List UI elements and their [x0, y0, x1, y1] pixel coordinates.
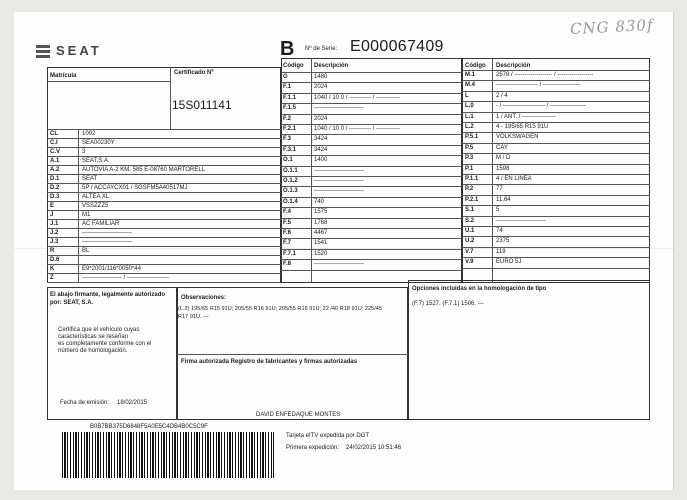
left-row-code: D.1: [50, 176, 60, 182]
right-row-value: - / --------------------- / ------------------: [496, 103, 586, 110]
opciones-label: Opciones incluidas en la homologación de tipo: [412, 286, 547, 292]
right-row-value: 77: [496, 186, 503, 193]
right-row-code: S.1: [465, 207, 475, 214]
certifica-line-3: es completamente conforme con el: [58, 341, 152, 347]
right-row-code: P.2: [465, 186, 474, 193]
handwritten-note: CNG 830f: [569, 15, 654, 39]
observaciones-line-2: R17 91U. ---: [178, 314, 209, 320]
left-row-code: A.2: [50, 167, 60, 173]
left-row-code: A.1: [50, 158, 60, 164]
left-row-code: J.3: [50, 239, 59, 245]
fecha-emision-value: 18/02/2015: [117, 400, 148, 406]
middle-row-code: O.1.3: [283, 188, 298, 195]
form-letter: B: [280, 38, 295, 60]
middle-row-value: 1040 / 10 0 / ----------- / ------------: [314, 126, 400, 132]
middle-row-value: 1480: [314, 74, 328, 80]
middle-row-value: 4467: [314, 230, 328, 236]
left-row-value: -------------------------: [82, 239, 132, 245]
middle-row-value: 3424: [314, 136, 328, 143]
right-row-code: L.1: [465, 113, 474, 120]
right-row-code: P.3: [465, 155, 474, 162]
right-row-value: --------------------- / -------------------: [496, 82, 581, 89]
primera-expedicion-value: 24/02/2015 10:51:46: [346, 445, 402, 451]
left-row-value: BL: [82, 248, 90, 254]
left-row-value: SEAT,S.A.: [82, 158, 110, 164]
middle-row-code: O.1.1: [283, 167, 298, 174]
right-codigo-header: Código: [465, 63, 486, 69]
right-row-code: L: [465, 92, 469, 99]
certifica-line-2: características se reseñan: [58, 334, 129, 340]
middle-row-value: 1520: [314, 250, 328, 257]
middle-row-value: 2024: [314, 84, 328, 91]
right-row-value: -------------------------: [496, 217, 546, 224]
right-row-code: P.1: [465, 165, 474, 172]
left-row-code: D.6: [50, 257, 60, 263]
right-row-code: U.1: [465, 228, 475, 234]
left-row-value: M1: [82, 212, 91, 218]
right-row-value: 1 / ANT. / -----------------: [496, 113, 556, 120]
right-row-value: EURO 5J: [496, 259, 522, 266]
middle-row-value: 1541: [314, 240, 328, 247]
right-row-code: P.5.1: [465, 134, 479, 141]
left-row-value: -------------------- / ---------------------: [82, 275, 169, 281]
middle-row-code: G: [283, 74, 288, 80]
left-row-code: C.V: [50, 149, 61, 155]
middle-codigo-header: Código: [283, 63, 304, 69]
left-row-code: CL: [50, 131, 58, 137]
middle-row-value: -------------------------: [314, 178, 364, 184]
seat-logo-icon: [36, 44, 50, 58]
right-row-code: U.2: [465, 238, 475, 245]
middle-row-value: 1040 / 10 0 / ----------- / ------------: [314, 94, 400, 101]
left-row-code: J: [50, 212, 54, 218]
left-row-code: Z: [50, 275, 54, 281]
left-row-code: D.2: [50, 185, 60, 191]
middle-row-code: F.8: [283, 261, 292, 268]
middle-row-code: F.1: [283, 84, 292, 91]
left-row-value: AC FAMILIAR: [82, 221, 120, 227]
middle-row-code: F.4: [283, 209, 292, 216]
right-row-value: CAY: [496, 144, 508, 151]
middle-row-value: -------------------------: [314, 105, 364, 112]
middle-row-value: -------------------------: [314, 261, 364, 268]
right-row-value: VOLKSWAGEN: [496, 134, 539, 141]
right-row-code: P.5: [465, 144, 474, 151]
left-row-code: J.2: [50, 230, 59, 236]
right-row-value: 5: [496, 207, 500, 214]
serie-number: E000067409: [350, 38, 444, 55]
right-row-value: 1598: [496, 165, 510, 172]
right-row-value: 119: [496, 248, 506, 255]
middle-row-value: 1400: [314, 157, 328, 164]
left-row-code: J.1: [50, 221, 59, 227]
firma-label: Firma autorizada Registro de fabricantes y firmas autorizadas: [181, 359, 358, 365]
right-row-value: 4 - 195/65 R15 91U: [496, 124, 549, 130]
left-row-value: ALTEA XL: [82, 194, 110, 200]
middle-row-code: F.7.1: [283, 250, 297, 257]
left-row-code: E: [50, 203, 55, 209]
right-row-code: M.1: [465, 72, 476, 78]
left-row-value: 5P / ACCAYCX01 / SGSFM5A40517MJ: [82, 185, 188, 191]
middle-row-value: 2024: [314, 115, 328, 122]
left-row-code: R: [50, 248, 55, 254]
right-row-value: 2375: [496, 238, 510, 245]
left-row-code: C.I: [50, 140, 58, 146]
observaciones-label: Observaciones:: [181, 295, 227, 301]
right-row-code: L.2: [465, 124, 474, 130]
right-row-code: M.4: [465, 82, 476, 89]
left-row-value: E9*2001/116*0050*44: [82, 266, 141, 272]
middle-row-code: F.5: [283, 219, 292, 226]
right-row-value: 11.64: [496, 196, 511, 203]
left-row-value: 3: [82, 149, 86, 155]
middle-row-code: O.1.2: [283, 178, 298, 184]
middle-row-code: F.1.5: [283, 105, 297, 112]
brand-name: SEAT: [56, 43, 102, 58]
middle-row-value: 3424: [314, 146, 328, 153]
middle-row-value: 1575: [314, 209, 328, 216]
middle-row-code: F.6: [283, 230, 292, 236]
middle-row-value: 740: [314, 198, 325, 205]
seat-logo: [36, 43, 102, 58]
tarjeta-line: Tarjeta eITV expedida por DGT: [286, 433, 370, 439]
left-row-value: 1002: [82, 131, 96, 137]
middle-row-value: -------------------------: [314, 188, 364, 195]
middle-row-code: F.2.1: [283, 126, 297, 132]
middle-row-code: O.1: [283, 157, 293, 164]
left-row-value: VSSZZZ5: [82, 203, 109, 209]
middle-row-code: F.2: [283, 115, 292, 122]
middle-row-code: F.7: [283, 240, 292, 247]
middle-row-value: -------------------------: [314, 167, 364, 174]
middle-row-code: F.3.1: [283, 146, 297, 153]
certificado-label: Certificado Nº: [174, 70, 214, 76]
opciones-value: (F.7) 1527. (F.7.1) 1506. ---: [412, 301, 484, 307]
middle-row-code: F.3: [283, 136, 292, 143]
serie-label: Nº de Serie:: [305, 46, 338, 52]
right-row-value: 2 / 4: [496, 92, 508, 99]
left-row-value: AUTOVIA A-2 KM. 585 E-08760 MARTORELL: [82, 167, 206, 173]
left-row-value: SEAT: [82, 176, 98, 182]
right-row-value: M / D: [496, 155, 511, 162]
matricula-label: Matrícula: [50, 73, 77, 79]
right-row-code: S.2: [465, 217, 475, 224]
right-row-code: V.7: [465, 248, 474, 255]
right-row-code: V.9: [465, 259, 474, 266]
firmante-por: por: SEAT, S.A.: [50, 300, 94, 306]
signatory-name: DAVID ENFEDAQUE MONTES: [256, 412, 341, 418]
barcode-text: B0B7BB375D6848F5A0E5C4DB4B0C5C9F: [90, 424, 208, 430]
certifica-line-1: Certifica que el vehículo cuyas: [58, 327, 140, 333]
right-row-value: 4 / EN LINEA: [496, 176, 532, 182]
right-row-value: 2578 / ------------------- / ------------------: [496, 72, 594, 78]
primera-expedicion-label: Primera expedición:: [286, 445, 340, 451]
right-row-code: L.0: [465, 103, 474, 110]
right-row-code: P.2.1: [465, 196, 479, 203]
left-row-code: D.3: [50, 194, 60, 200]
left-row-value: -------------------------: [82, 230, 132, 236]
fecha-emision-label: Fecha de emisión:: [60, 400, 110, 406]
firmante-title: El abajo firmante, legalmente autorizado: [50, 292, 166, 298]
middle-descripcion-header: Descripción: [314, 63, 349, 69]
right-row-code: P.1.1: [465, 176, 479, 182]
barcode: [62, 432, 274, 478]
right-descripcion-header: Descripción: [496, 63, 531, 69]
middle-row-value: 1768: [314, 219, 328, 226]
certificado-number: 15S011141: [172, 98, 232, 112]
certifica-line-4: número de homologación.: [58, 348, 128, 354]
observaciones-line-1: (L.2) 195/65 R15 91U; 205/55 R16 91U; 205/55 R16 91U; 22 /40 R18 91U; 225/45: [178, 306, 383, 312]
middle-row-code: F.1.1: [283, 94, 297, 101]
left-row-value: SEA00230Y: [82, 140, 115, 146]
left-row-code: K: [50, 266, 55, 272]
right-row-value: 74: [496, 228, 503, 234]
middle-row-code: O.1.4: [283, 198, 298, 205]
